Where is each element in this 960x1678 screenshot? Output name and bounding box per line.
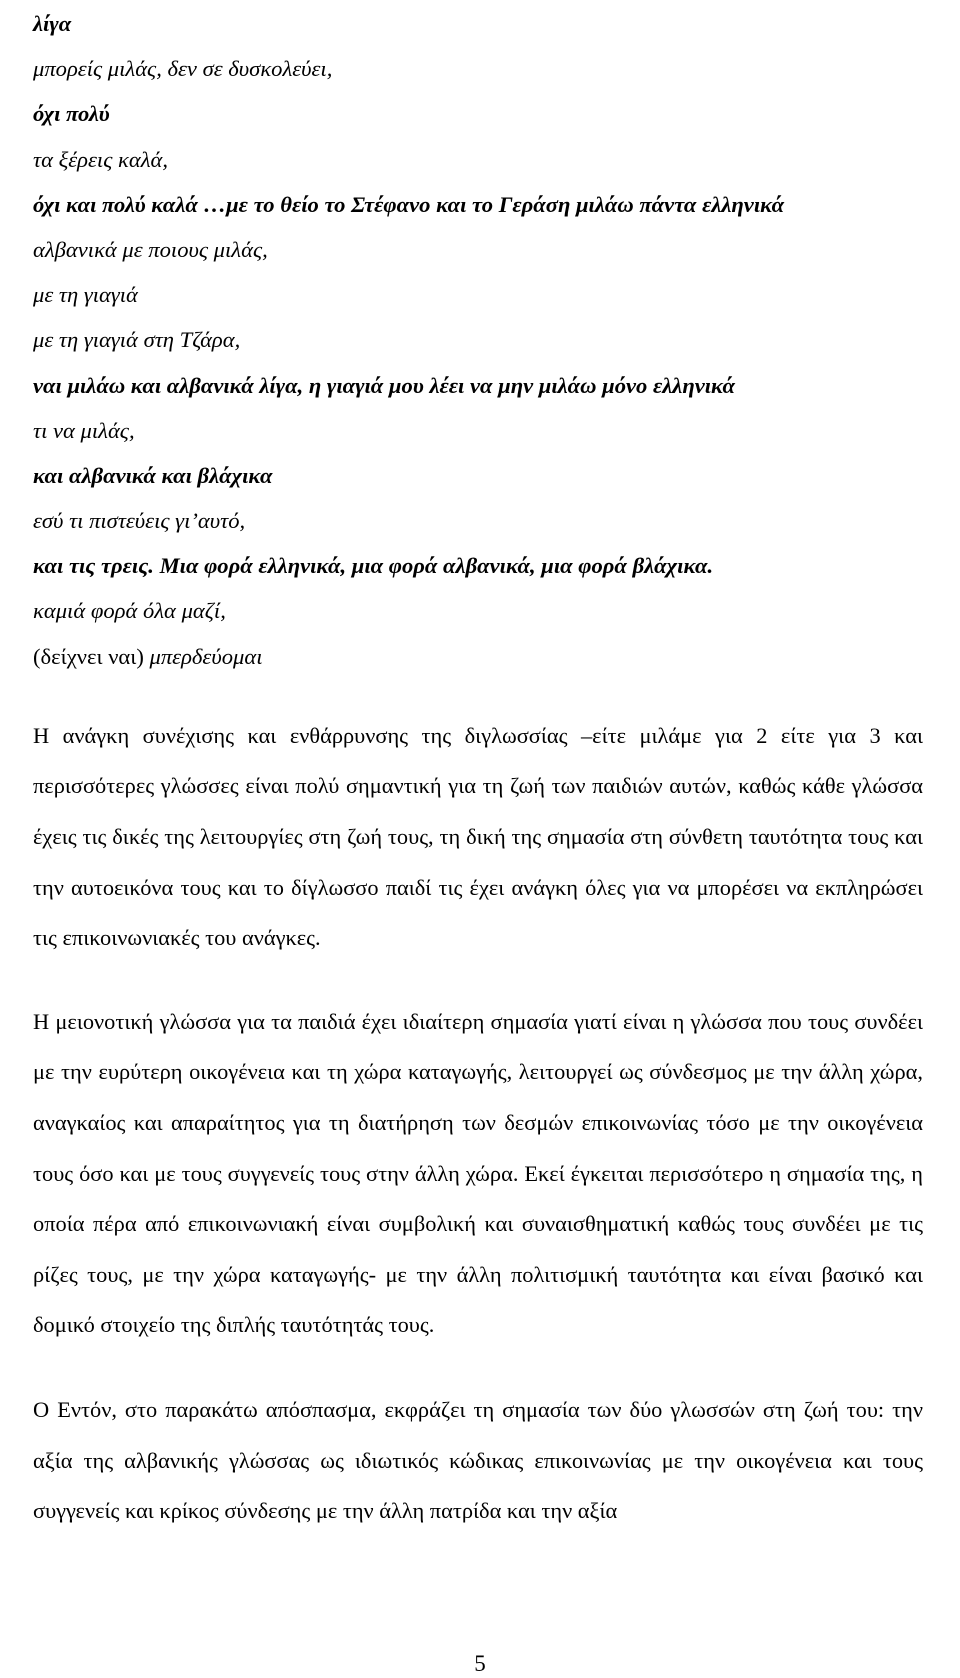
transcript-line-child: όχι και πολύ καλά …με το θείο το Στέφανο και το Γεράση μιλάω πάντα ελληνικά — [33, 191, 785, 217]
body-paragraph: Ο Εντόν, στο παρακάτω απόσπασμα, εκφράζει τη σημασία των δύο γλωσσών στη ζωή του: την αξία της αλβανικής γλώσσας ως ιδιωτικός κώδικας επικοινωνίας με την οικογένεια και τους συγγενείς και κρίκος σύνδεσης με την άλλη πατρίδα και την αξία — [33, 1396, 923, 1524]
transcript-line-child: ναι μιλάω και αλβανικά λίγα, η γιαγιά μου λέει να μην μιλάω μόνο ελληνικά — [33, 372, 736, 398]
document-page — [33, 0, 923, 1678]
transcript-line-child: όχι πολύ — [33, 101, 110, 127]
transcript-line-interviewer: με τη γιαγιά — [33, 282, 138, 308]
page-number: 5 — [474, 1651, 486, 1676]
body-paragraph: Η μειονοτική γλώσσα για τα παιδιά έχει ιδιαίτερη σημασία γιατί είναι η γλώσσα που τους συνδέει με την ευρύτερη οικογένεια και τη χώρα καταγωγής, λειτουργεί ως σύνδεσμος με την άλλη χώρα, αναγκαίος και απαραίτητος για τη διατήρηση των δεσμών επικοινωνίας τόσο με την οικογένεια τους όσο και με τους συγγενείς τους στην άλλη χώρα. Εκεί έγκειται περισσότερο η σημασία της, η οποία πέρα από επικοινωνιακή είναι συμβολική και συναισθηματική καθώς τους συνδέει με τις ρίζες τους, με την χώρα καταγωγής- με την άλλη πολιτισμική ταυτότητα και είναι βασικό και δομικό στοιχείο της διπλής ταυτότητάς τους. — [33, 1008, 923, 1338]
transcript-line-child: λίγα — [33, 11, 72, 36]
stage-direction: (δείχνει ναι) — [33, 643, 144, 669]
transcript-line-interviewer: τα ξέρεις καλά, — [33, 146, 169, 172]
transcript-line-interviewer: με τη γιαγιά στη Τζάρα, — [33, 327, 241, 353]
transcript-line-interviewer: εσύ τι πιστεύεις γι’αυτό, — [33, 508, 246, 534]
body-paragraph: Η ανάγκη συνέχισης και ενθάρρυνσης της διγλωσσίας –είτε μιλάμε για 2 είτε για 3 και περισσότερες γλώσσες είναι πολύ σημαντική για τη ζωή των παιδιών αυτών, καθώς κάθε γλώσσα έχεις τις δικές της λειτουργίες στη ζωή τους, τη δική της σημασία στη σύνθετη ταυτότητα τους και την αυτοεικόνα τους και το δίγλωσσο παιδί τις έχει ανάγκη όλες για να μπορέσει να εκπληρώσει τις επικοινωνιακές του ανάγκες. — [33, 722, 923, 951]
transcript-line-interviewer: τι να μιλάς, — [33, 417, 135, 443]
transcript-line-child: και τις τρεις. Μια φορά ελληνικά, μια φορά αλβανικά, μια φορά βλάχικα. — [33, 553, 714, 579]
interview-transcript — [33, 0, 923, 679]
transcript-line-text: μπερδεύομαι — [143, 643, 263, 669]
transcript-line-interviewer: καμιά φορά όλα μαζί, — [33, 598, 226, 624]
transcript-line-interviewer: αλβανικά με ποιους μιλάς, — [33, 236, 268, 262]
transcript-line-last — [33, 634, 923, 679]
transcript-line-child: και αλβανικά και βλάχικα — [33, 462, 273, 488]
transcript-line-interviewer: μπορείς μιλάς, δεν σε δυσκολεύει, — [33, 56, 333, 82]
